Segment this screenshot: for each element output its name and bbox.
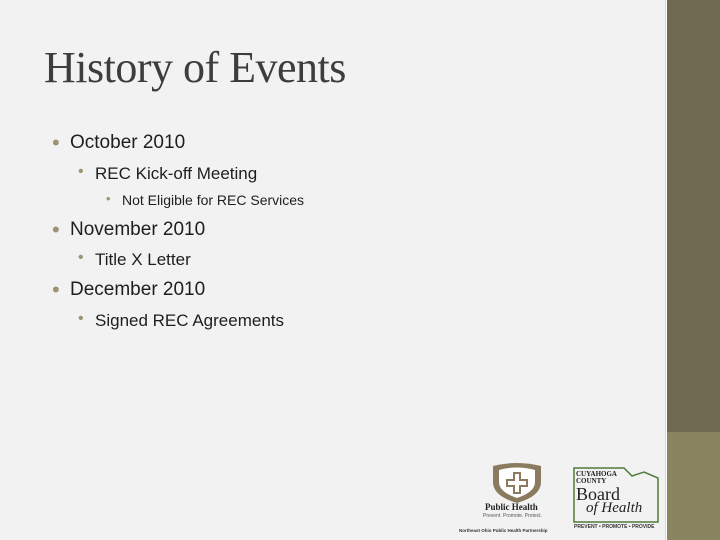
board-of-health-line1: CUYAHOGA bbox=[576, 470, 617, 478]
bullet-text: Signed REC Agreements bbox=[95, 311, 284, 330]
bullet-text: November 2010 bbox=[70, 219, 206, 240]
bullet-level-3 bbox=[106, 191, 305, 208]
bullet-text: December 2010 bbox=[70, 279, 206, 300]
bullet-level-2 bbox=[78, 163, 258, 184]
board-of-health-line3: Board bbox=[576, 484, 620, 504]
public-health-tagline: Prevent. Promote. Protect. bbox=[483, 513, 542, 519]
side-band-accent bbox=[667, 432, 720, 540]
bullet-level-1 bbox=[52, 277, 206, 302]
bullet-dot-icon: • bbox=[52, 277, 60, 302]
bullet-level-2 bbox=[78, 249, 191, 270]
shield-cross-icon bbox=[487, 462, 547, 504]
board-of-health-line4: of Health bbox=[586, 500, 643, 516]
slide-title: History of Events bbox=[44, 43, 346, 92]
board-of-health-tagline: PREVENT • PROMOTE • PROVIDE bbox=[574, 524, 655, 530]
bullet-dot-icon: • bbox=[78, 163, 84, 180]
bullet-text: Title X Letter bbox=[95, 250, 191, 269]
public-health-subtitle: Northeast Ohio Public Health Partnership bbox=[459, 528, 548, 533]
bullet-dot-icon: • bbox=[52, 130, 60, 155]
bullet-dot-icon: • bbox=[78, 310, 84, 327]
bullet-level-1 bbox=[52, 217, 206, 242]
board-of-health-line2: COUNTY bbox=[576, 477, 607, 485]
bullet-text: REC Kick-off Meeting bbox=[95, 164, 258, 183]
bullet-dot-icon: • bbox=[106, 191, 111, 206]
bullet-dot-icon: • bbox=[52, 217, 60, 242]
public-health-logo bbox=[459, 462, 569, 538]
bullet-level-1 bbox=[52, 130, 186, 155]
bullet-level-2 bbox=[78, 310, 284, 331]
public-health-name: Public Health bbox=[485, 502, 538, 512]
bullet-text: October 2010 bbox=[70, 132, 186, 153]
bullet-dot-icon: • bbox=[78, 249, 84, 266]
bullet-text: Not Eligible for REC Services bbox=[122, 192, 305, 208]
board-of-health-logo bbox=[572, 466, 662, 536]
